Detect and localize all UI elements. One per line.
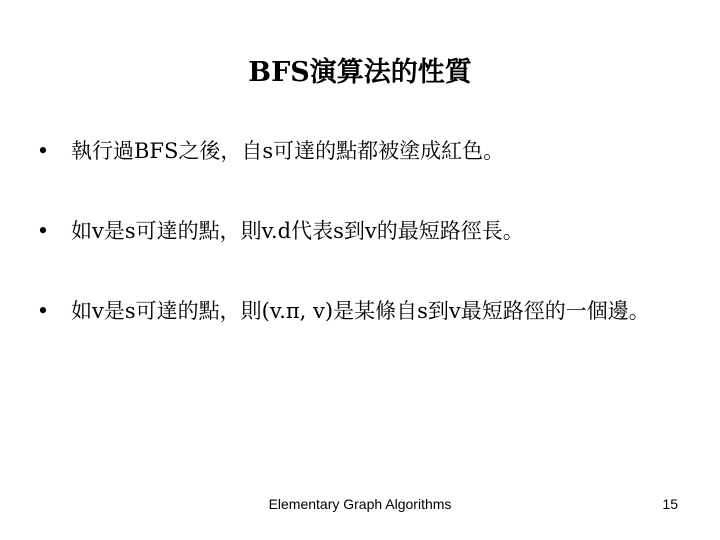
bullet-marker: • bbox=[36, 139, 50, 163]
slide-title: BFS演算法的性質 bbox=[248, 57, 472, 88]
bullet-marker: • bbox=[36, 219, 50, 243]
footer-text: Elementary Graph Algorithms bbox=[268, 496, 452, 512]
page-number: 15 bbox=[662, 496, 678, 512]
bullet-marker: • bbox=[36, 299, 50, 323]
bullet-text: 執行過BFS之後，自s可達的點都被塗成紅色。 bbox=[71, 139, 505, 163]
bullet-text: 如v是s可達的點，則(v.π, v)是某條自s到v最短路徑的一個邊。 bbox=[71, 299, 650, 323]
bullet-text: 如v是s可達的點，則v.d代表s到v的最短路徑長。 bbox=[71, 219, 524, 243]
bullet-item bbox=[36, 136, 676, 166]
bullet-item bbox=[36, 216, 676, 246]
bullet-item bbox=[36, 296, 676, 326]
